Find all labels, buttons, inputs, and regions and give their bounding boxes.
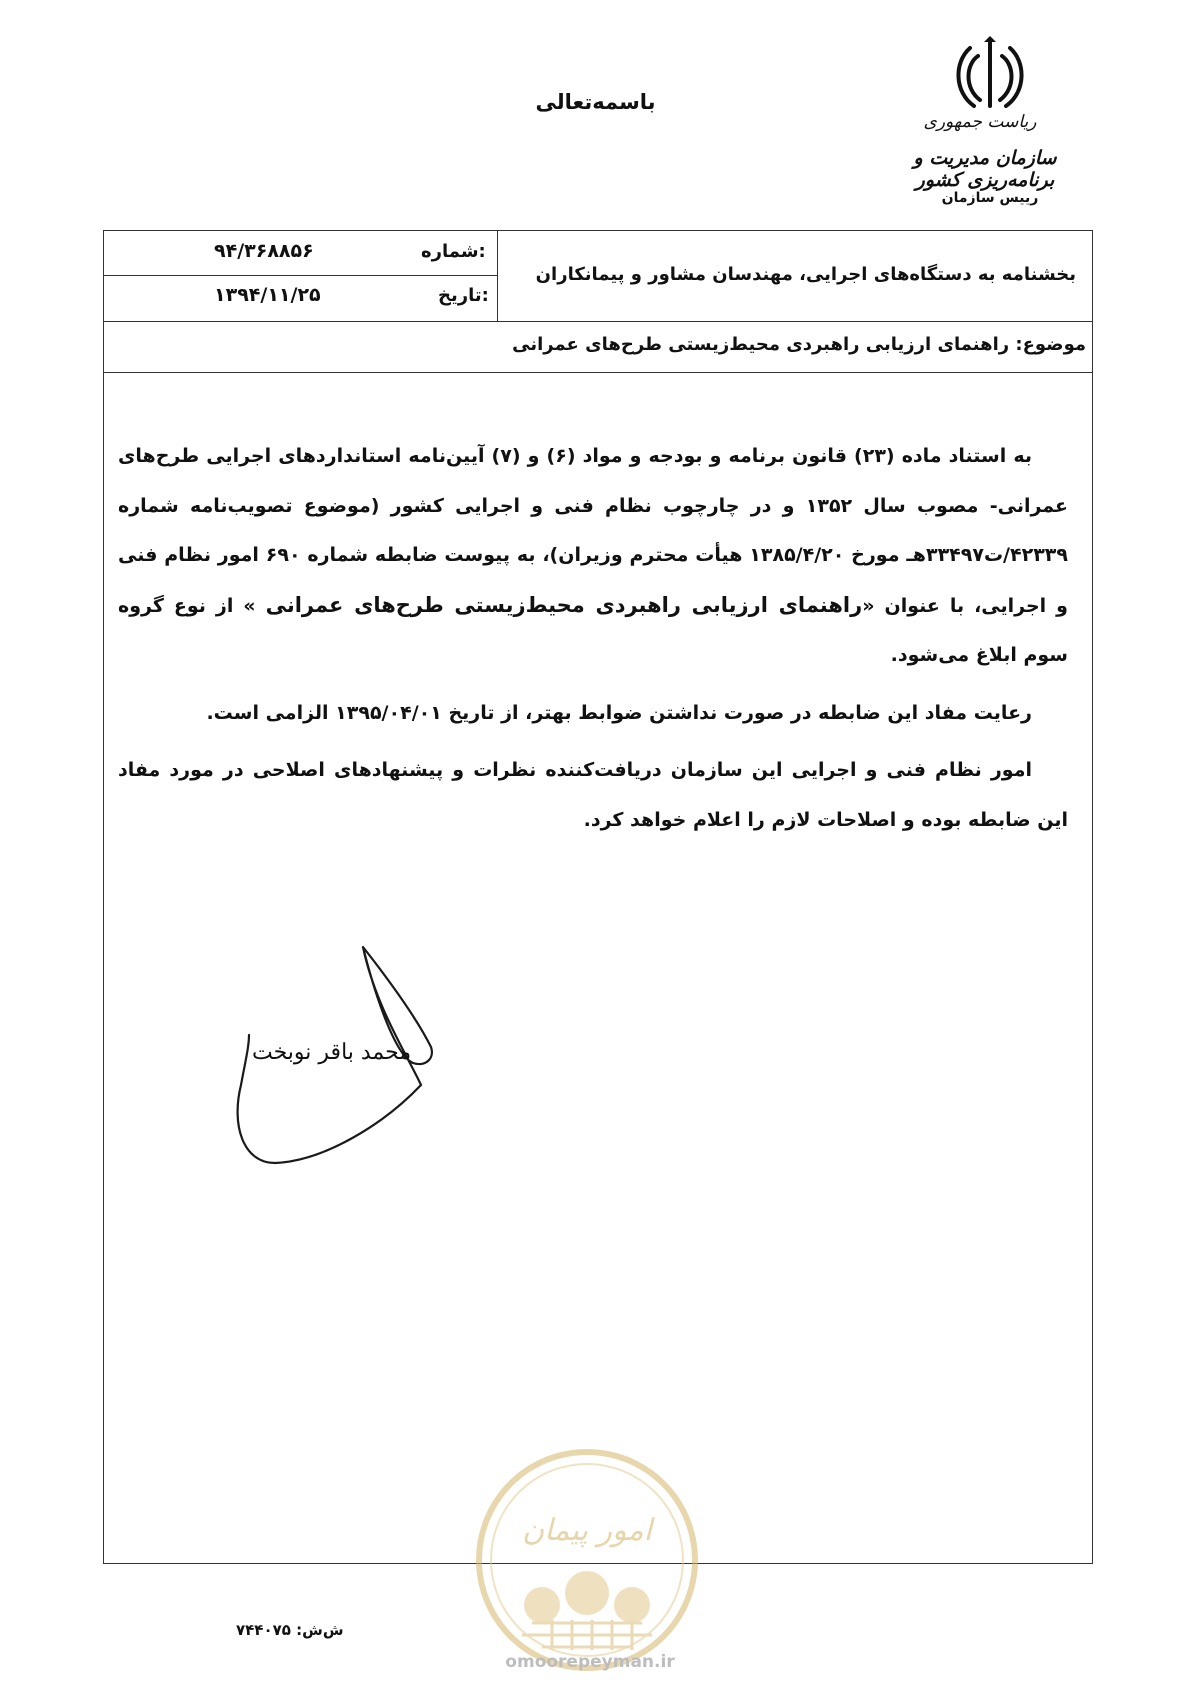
meta-row-divider xyxy=(104,275,497,276)
number-label: شماره: xyxy=(421,241,486,262)
watermark-logo-text: امور پیمان xyxy=(522,1513,652,1548)
watermark-logo-icon xyxy=(472,1445,702,1675)
body-paragraph-2: رعایت مفاد این ضابطه در صورت نداشتن ضوابط بهتر، از تاریخ ۱۳۹۵/۰۴/۰۱ الزامی است. xyxy=(206,701,1032,724)
guideline-title: راهنمای ارزیابی راهبردی محیط‌زیستی طرح‌های عمرانی xyxy=(265,592,863,617)
document-id: ش‌ش: ۷۴۴۰۷۵ xyxy=(236,1621,344,1639)
letter-frame xyxy=(103,230,1093,1564)
date-label: تاریخ: xyxy=(438,285,489,306)
signatory-name: محمد باقر نوبخت xyxy=(252,1040,412,1065)
invocation-heading: باسمه‌تعالی xyxy=(535,90,656,114)
org-name: سازمان مدیریت و برنامه‌ریزی کشور xyxy=(913,147,1057,191)
body-paragraph-1: به استناد ماده (۲۳) قانون برنامه و بودجه و مواد (۶) و (۷) آیین‌نامه استانداردهای اجرایی طرح‌های عمرانی- مصوب سال ۱۳۵۲ و در چارچوب نظام فنی و اجرایی کشور (موضوع تصویب‌نامه شماره ۴۲۳۳۹/ت۳۳۴۹۷هـ مورخ ۱۳۸۵/۴/۲۰ هیأت محترم وزیران)، به پیوست ضابطه شماره ۶۹۰ امور نظام فنی و اجرایی، با عنوان «راهنمای ارزیابی راهبردی محیط‌زیستی طرح‌های عمرانی » از نوع گروه سوم ابلاغ می‌شود. xyxy=(118,445,1068,666)
body-paragraph-3: امور نظام فنی و اجرایی این سازمان دریافت‌کننده نظرات و پیشنهادهای اصلاحی در مورد مفاد این ضابطه بوده و اصلاحات لازم را اعلام خواهد کرد. xyxy=(118,759,1068,831)
date-value: ۱۳۹۴/۱۱/۲۵ xyxy=(214,284,321,306)
number-value: ۹۴/۳۶۸۸۵۶ xyxy=(214,240,314,262)
iran-emblem-icon xyxy=(950,36,1030,110)
recipients: بخشنامه به دستگاه‌های اجرایی، مهندسان مشاور و پیمانکاران xyxy=(535,264,1076,285)
meta-divider xyxy=(497,231,498,321)
letter-body xyxy=(118,432,1068,853)
subject-line: موضوع: راهنمای ارزیابی راهبردی محیط‌زیستی طرح‌های عمرانی xyxy=(512,334,1086,355)
subject-row-bottom xyxy=(104,372,1092,373)
watermark-url: omoorepeyman.ir xyxy=(505,1652,675,1672)
org-presidency: ریاست جمهوری xyxy=(923,112,1037,132)
org-head-title: رییس سازمان xyxy=(941,190,1039,206)
header-box-bottom xyxy=(104,321,1092,322)
